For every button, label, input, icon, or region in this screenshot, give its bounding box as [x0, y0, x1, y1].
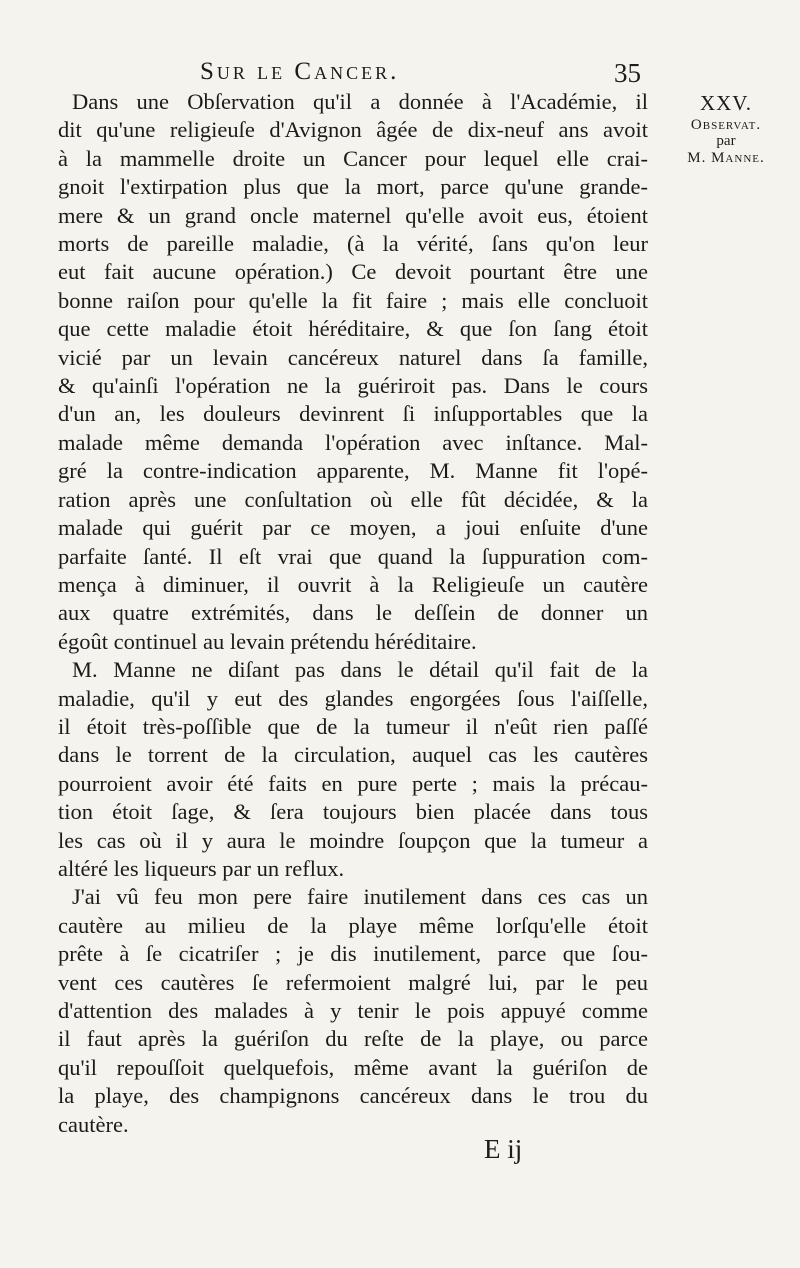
margin-note-line1: Observat.: [690, 117, 762, 133]
margin-note-number: XXV.: [699, 91, 753, 115]
page-number: 35: [614, 58, 641, 88]
text-line: la playe, des champignons cancéreux dans le trou du: [58, 1083, 648, 1109]
text-line: J'ai vû feu mon pere faire inutilement dans ces cas un: [72, 884, 648, 910]
text-line: que cette maladie étoit héréditaire, & que ſon ſang étoit: [58, 316, 648, 342]
text-line: altéré les liqueurs par un reflux.: [58, 855, 345, 881]
text-line: qu'il repouſſoit quelquefois, même avant la guériſon de: [58, 1054, 648, 1080]
text-line: prête à ſe cicatriſer ; je dis inutilement, parce que ſou-: [58, 941, 648, 967]
text-line: il faut après la guériſon du reſte de la playe, ou parce: [58, 1026, 648, 1052]
text-line: mença à diminuer, il ouvrit à la Religieuſe un cautère: [58, 571, 648, 597]
text-line: ration après une conſultation où elle fût décidée, & la: [58, 486, 648, 512]
body-text: [58, 88, 648, 1139]
text-line: eut fait aucune opération.) Ce devoit pourtant être une: [58, 259, 648, 285]
text-line: d'attention des malades à y tenir le pois appuyé comme: [58, 998, 648, 1023]
text-line: M. Manne ne diſant pas dans le détail qu'il fait de la: [72, 657, 648, 683]
text-line: gnoit l'extirpation plus que la mort, parce qu'une grande-: [58, 174, 648, 200]
text-line: vicié par un levain cancéreux naturel dans ſa famille,: [58, 344, 648, 370]
text-line: parfaite ſanté. Il eſt vrai que quand la ſuppuration com-: [58, 543, 648, 569]
text-line: à la mammelle droite un Cancer pour lequel elle crai-: [58, 145, 648, 171]
text-line: Dans une Obſervation qu'il a donnée à l'Académie, il: [72, 89, 648, 114]
text-line: cautère.: [58, 1111, 129, 1137]
margin-note-line3: M. Manne.: [687, 150, 765, 166]
text-line: vent ces cautères ſe refermoient malgré lui, par le peu: [58, 969, 648, 995]
text-line: il étoit très-poſſible que de la tumeur il n'eût rien paſſé: [58, 713, 648, 739]
text-line: bonne raiſon pour qu'elle la fit faire ; mais elle concluoit: [58, 287, 648, 313]
text-line: dans le torrent de la circulation, auquel cas les cautères: [58, 742, 648, 768]
text-line: morts de pareille maladie, (à la vérité, ſans qu'on leur: [58, 231, 648, 257]
text-line: malade même demanda l'opération avec inſtance. Mal-: [58, 429, 648, 455]
text-line: aux quatre extrémités, dans le deſſein de donner un: [58, 600, 648, 626]
text-line: égoût continuel au levain prétendu héréditaire.: [58, 628, 477, 654]
text-line: & qu'ainſi l'opération ne la guériroit pas. Dans le cours: [58, 373, 648, 399]
text-line: les cas où il y aura le moindre ſoupçon que la tumeur a: [58, 827, 648, 853]
text-line: gré la contre-indication apparente, M. Manne fit l'opé-: [58, 458, 648, 484]
margin-note-line2: par: [716, 133, 736, 149]
text-line: dit qu'une religieuſe d'Avignon âgée de dix-neuf ans avoit: [58, 117, 648, 143]
margin-note: [660, 90, 792, 167]
text-line: mere & un grand oncle maternel qu'elle avoit eus, étoient: [58, 202, 648, 228]
text-line: maladie, qu'il y eut des glandes engorgées ſous l'aiſſelle,: [58, 685, 648, 711]
signature-mark: E ij: [484, 1134, 523, 1164]
text-line: d'un an, les douleurs devinrent ſi inſupportables que la: [58, 401, 648, 427]
text-line: malade qui guérit par ce moyen, a joui enſuite d'une: [58, 515, 648, 541]
text-line: cautère au milieu de la playe même lorſqu'elle étoit: [58, 912, 648, 938]
running-head: Sur le Cancer.: [200, 58, 400, 85]
text-line: pourroient avoir été faits en pure perte ; mais la précau-: [58, 770, 648, 796]
text-line: tion étoit ſage, & ſera toujours bien placée dans tous: [58, 799, 648, 825]
